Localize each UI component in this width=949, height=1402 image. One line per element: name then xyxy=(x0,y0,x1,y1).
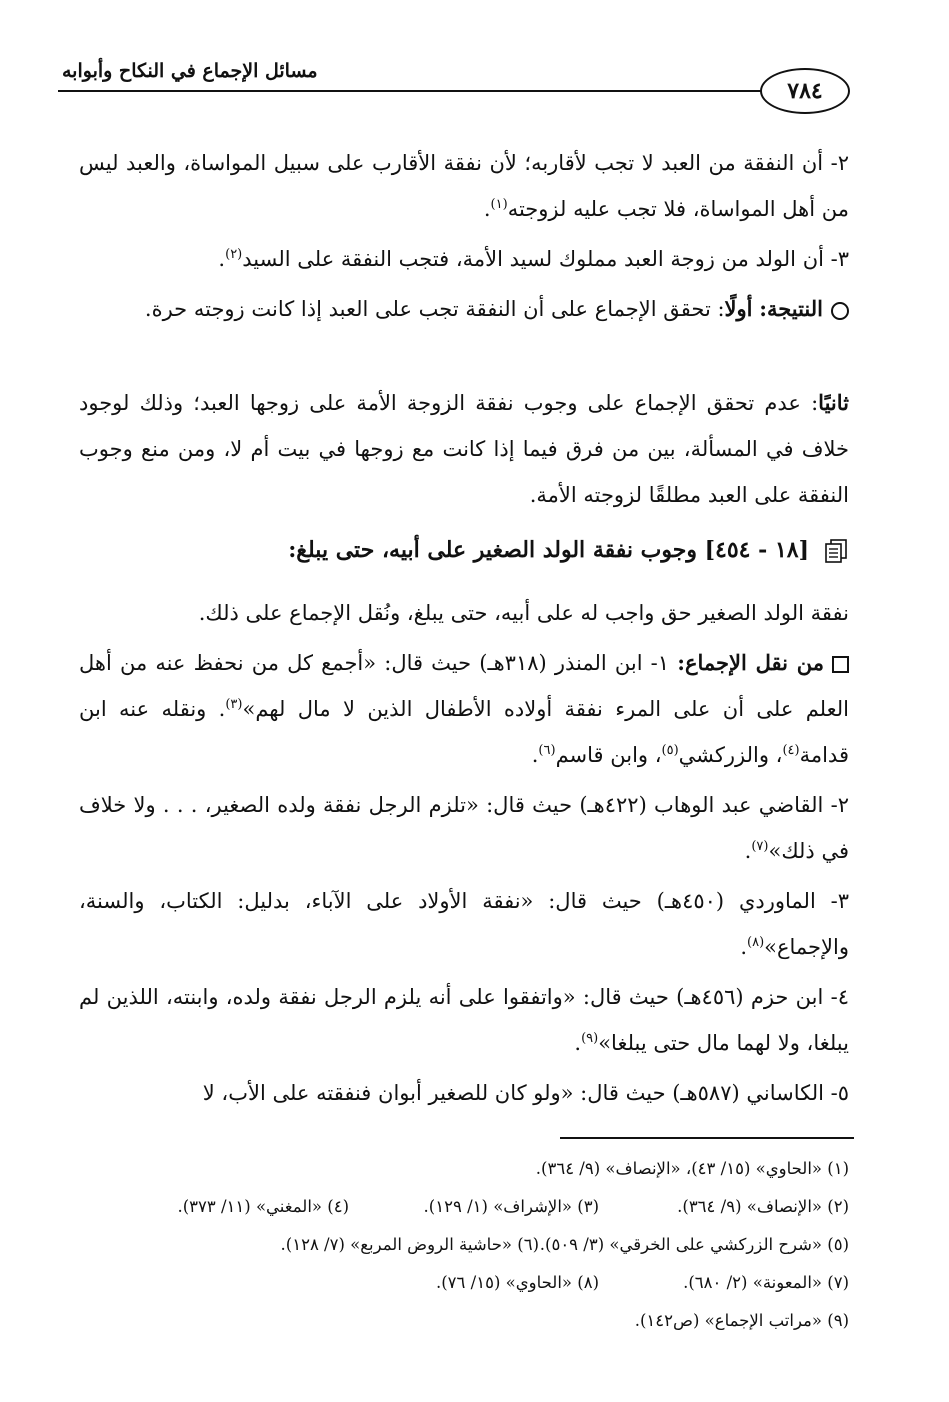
quote-text: ١- ابن المنذر (٣١٨هـ) حيث قال: «أجمع كل من نحفظ عنه من أهل العلم على أن على المرء نفقة أولاده الأطفال الذين لا مال لهم» xyxy=(79,651,850,721)
quote-ibn-almundhir: من نقل الإجماع: ١- ابن المنذر (٣١٨هـ) حيث قال: «أجمع كل من نحفظ عنه من أهل العلم على أن على المرء نفقة أولاده الأطفال الذين لا مال لهم»$^{(٣)}$. ونقله عنه ابن قدامة$^{(٤)}$، والزركشي$^{(٥)}$، وابن قاسم$^{(٦)}$. xyxy=(79,650,850,767)
footnote-rule xyxy=(560,1137,854,1139)
footnote-ref: (١) xyxy=(490,197,508,212)
header-rule xyxy=(58,90,768,92)
footnote-ref: (٦) xyxy=(538,743,556,758)
footnote-3: (٣) «الإشراف» (١/ ١٢٩). xyxy=(423,1197,599,1216)
circle-bullet-icon xyxy=(831,302,849,320)
footnote-ref: (٤) xyxy=(782,743,800,758)
running-title: مسائل الإجماع في النكاح وأبوابه xyxy=(62,60,318,82)
quote-text: ٢- القاضي عبد الوهاب (٤٢٢هـ) حيث قال: «تلزم الرجل نفقة ولده الصغير، . . . ولا خلاف في ذلك» xyxy=(79,793,849,863)
footnote-5: (٥) «شرح الزركشي على الخرقي» (٣/ ٥٠٩). xyxy=(539,1235,849,1254)
result-label: النتيجة: xyxy=(759,296,823,321)
quote-text: ، وابن قاسم xyxy=(555,743,662,767)
footnote-line xyxy=(79,1157,849,1181)
footnote-ref: (٣) xyxy=(225,697,243,712)
footnote-1: (١) «الحاوي» (١٥/ ٤٣)، «الإنصاف» (٩/ ٣٦٤). xyxy=(535,1159,849,1178)
footnote-8: (٨) «الحاوي» (١٥/ ٧٦). xyxy=(435,1273,599,1292)
document-stack-icon xyxy=(823,538,849,564)
result-text: : تحقق الإجماع على أن النفقة تجب على العبد إذا كانت زوجته حرة. xyxy=(144,297,725,321)
footnote-4: (٤) «المغني» (١١/ ٣٧٣). xyxy=(177,1197,349,1216)
result-paragraph xyxy=(79,286,849,332)
paragraph-reason-2: ٢- أن النفقة من العبد لا تجب لأقاربه؛ لأن نفقة الأقارب على سبيل المواساة، والعبد ليس من أهل المواساة، فلا تجب عليه لزوجته$^{(١)}$. xyxy=(79,151,849,221)
page-number: ٧٨٤ xyxy=(760,68,850,114)
second-paragraph xyxy=(79,380,849,518)
square-bullet-icon xyxy=(832,656,849,673)
footnote-ref: (٢) xyxy=(225,247,243,262)
quote-text: ، والزركشي xyxy=(678,743,783,767)
first-label: أولًا xyxy=(724,296,753,321)
footnote-7: (٧) «المعونة» (٢/ ٦٨٠). xyxy=(683,1273,849,1292)
footnote-line xyxy=(79,1271,849,1295)
footnote-9: (٩) «مراتب الإجماع» (ص١٤٢). xyxy=(634,1311,849,1330)
paragraph-reason-3: ٣- أن الولد من زوجة العبد مملوك لسيد الأمة، فتجب النفقة على السيد$^{(٢)}$. xyxy=(218,247,849,271)
quote-abdulwahhab: ٢- القاضي عبد الوهاب (٤٢٢هـ) حيث قال: «تلزم الرجل نفقة ولده الصغير، . . . ولا خلاف في ذلك»$^{(٧)}$. xyxy=(79,793,849,863)
footnote-ref: (٥) xyxy=(661,743,679,758)
quote-text: ٤- ابن حزم (٤٥٦هـ) حيث قال: «واتفقوا على أنه يلزم الرجل نفقة ولده، وابنته، اللذين لم يبلغا، ولا لهما مال حتى يبلغا» xyxy=(79,985,849,1055)
quote-text: . ونقله عنه ابن قدامة xyxy=(79,697,849,767)
footnote-ref: (٩) xyxy=(581,1031,599,1046)
intro-paragraph: نفقة الولد الصغير حق واجب له على أبيه، حتى يبلغ، ونُقل الإجماع على ذلك. xyxy=(198,601,849,625)
footnote-ref: (٧) xyxy=(751,839,769,854)
footnote-ref: (٨) xyxy=(747,935,765,950)
paragraph-text: ٣- أن الولد من زوجة العبد مملوك لسيد الأمة، فتجب النفقة على السيد xyxy=(242,247,849,271)
footnote-line xyxy=(79,1309,849,1333)
footnote-line xyxy=(79,1195,849,1219)
footnote-6: (٦) «حاشية الروض المربع» (٧/ ١٢٨). xyxy=(280,1235,539,1254)
quote-ibn-hazm: ٤- ابن حزم (٤٥٦هـ) حيث قال: «واتفقوا على أنه يلزم الرجل نفقة ولده، وابنته، اللذين لم يبلغا، ولا لهما مال حتى يبلغا»$^{(٩)}$. xyxy=(79,985,849,1055)
second-label: ثانيًا xyxy=(818,390,849,415)
quote-mawardi: ٣- الماوردي (٤٥٠هـ) حيث قال: «نفقة الأولاد على الآباء، بدليل: الكتاب، والسنة، والإجماع»$^{(٨)}$. xyxy=(79,889,850,959)
naql-label: من نقل الإجماع: xyxy=(677,650,824,675)
second-text: : عدم تحقق الإجماع على وجوب نفقة الزوجة الأمة على زوجها العبد؛ وذلك لوجود خلاف في المسألة، بين من فرق فيما إذا كانت مع زوجها في بيت أم لا، ومن منع وجوب النفقة على العبد مطلقًا لزوجته الأمة. xyxy=(79,391,849,507)
paragraph-text: ٢- أن النفقة من العبد لا تجب لأقاربه؛ لأن نفقة الأقارب على سبيل المواساة، والعبد ليس من أهل المواساة، فلا تجب عليه لزوجته xyxy=(79,151,849,221)
section-heading: [١٨ - ٤٥٤] وجوب نفقة الولد الصغير على أبيه، حتى يبلغ: xyxy=(288,537,809,563)
quote-text: ٣- الماوردي (٤٥٠هـ) حيث قال: «نفقة الأولاد على الآباء، بدليل: الكتاب، والسنة، والإجماع» xyxy=(79,889,850,959)
footnote-2: (٢) «الإنصاف» (٩/ ٣٦٤). xyxy=(677,1197,849,1216)
quote-kasani: ٥- الكاساني (٥٨٧هـ) حيث قال: «ولو كان للصغير أبوان فنفقته على الأب، لا xyxy=(202,1081,849,1105)
footnote-line xyxy=(79,1233,849,1257)
